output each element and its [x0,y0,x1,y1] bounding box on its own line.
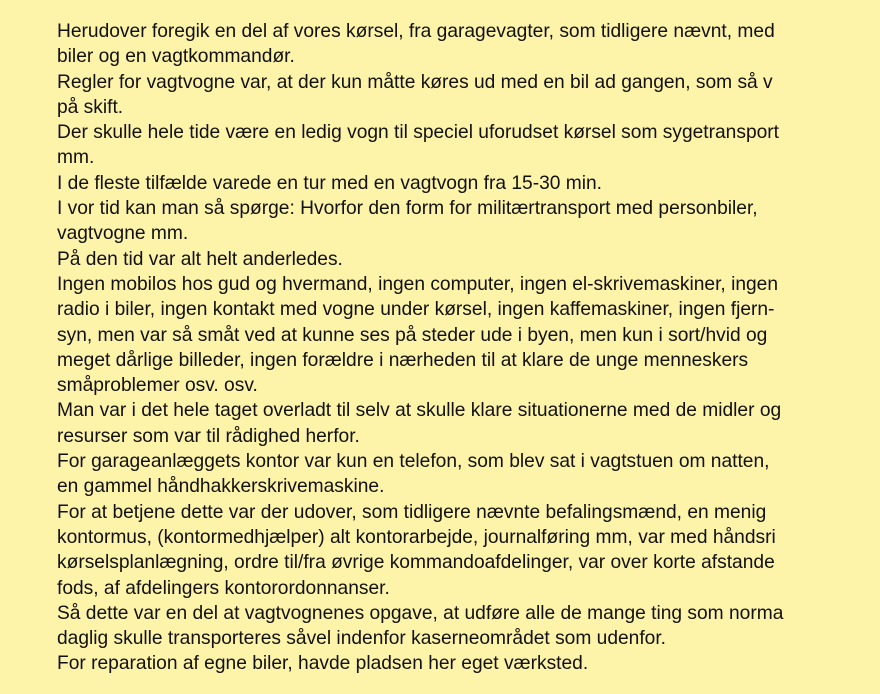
text-line: daglig skulle transporteres såvel indenfor kaserneområdet som udenfor. [57,628,667,650]
text-line: småproblemer osv. osv. [57,375,258,397]
text-line: kontormus, (kontormedhjælper) alt kontorarbejde, journalføring mm, var med håndsri [57,526,776,548]
text-line: en gammel håndhakkerskrivemaskine. [57,476,385,498]
text-line: Ingen mobilos hos gud og hvermand, ingen computer, ingen el-skrivemaskiner, ingen [57,273,779,295]
text-line: Så dette var en del at vagtvognenes opgave, at udføre alle de mange ting som norma [57,602,784,624]
text-line: Der skulle hele tide være en ledig vogn til speciel uforudset kørsel som sygetransport [57,122,780,144]
text-line: På den tid var alt helt anderledes. [57,248,343,270]
text-line: biler og en vagtkommandør. [57,46,295,68]
text-line: kørselsplanlægning, ordre til/fra øvrige kommandoafdelinger, var over korte afstande [57,552,775,574]
text-line: Herudover foregik en del af vores kørsel, fra garagevagter, som tidligere nævnt, med [57,21,775,42]
text-line: I vor tid kan man så spørge: Hvorfor den form for militærtransport med personbiler, [57,198,758,220]
text-line: radio i biler, ingen kontakt med vogne under kørsel, ingen kaffemaskiner, ingen fjern- [57,299,775,321]
text-line: Regler for vagtvogne var, at der kun måtte køres ud med en bil ad gangen, som så v [57,71,773,93]
text-line: I de fleste tilfælde varede en tur med en vagtvogn fra 15-30 min. [57,172,603,194]
text-line: For at betjene dette var der udover, som tidligere nævnte befalingsmænd, en menig [57,501,767,523]
text-line: fods, af afdelingers kontorordonnanser. [57,577,390,599]
text-line: på skift. [57,96,124,118]
text-line: For garageanlæggets kontor var kun en telefon, som blev sat i vagtstuen om natten, [57,451,770,473]
text-line: mm. [57,147,95,169]
text-line: meget dårlige billeder, ingen forældre i nærheden til at klare de unge menneskers [57,349,749,371]
document-text [57,19,880,677]
text-line: Man var i det hele taget overladt til selv at skulle klare situationerne med de midler og [57,400,782,422]
text-line: syn, men var så småt ved at kunne ses på steder ude i byen, men kun i sort/hvid og [57,324,768,346]
text-line: resurser som var til rådighed herfor. [57,425,360,447]
text-line: For reparation af egne biler, havde pladsen her eget værksted. [57,653,589,675]
text-line: vagtvogne mm. [57,223,189,245]
